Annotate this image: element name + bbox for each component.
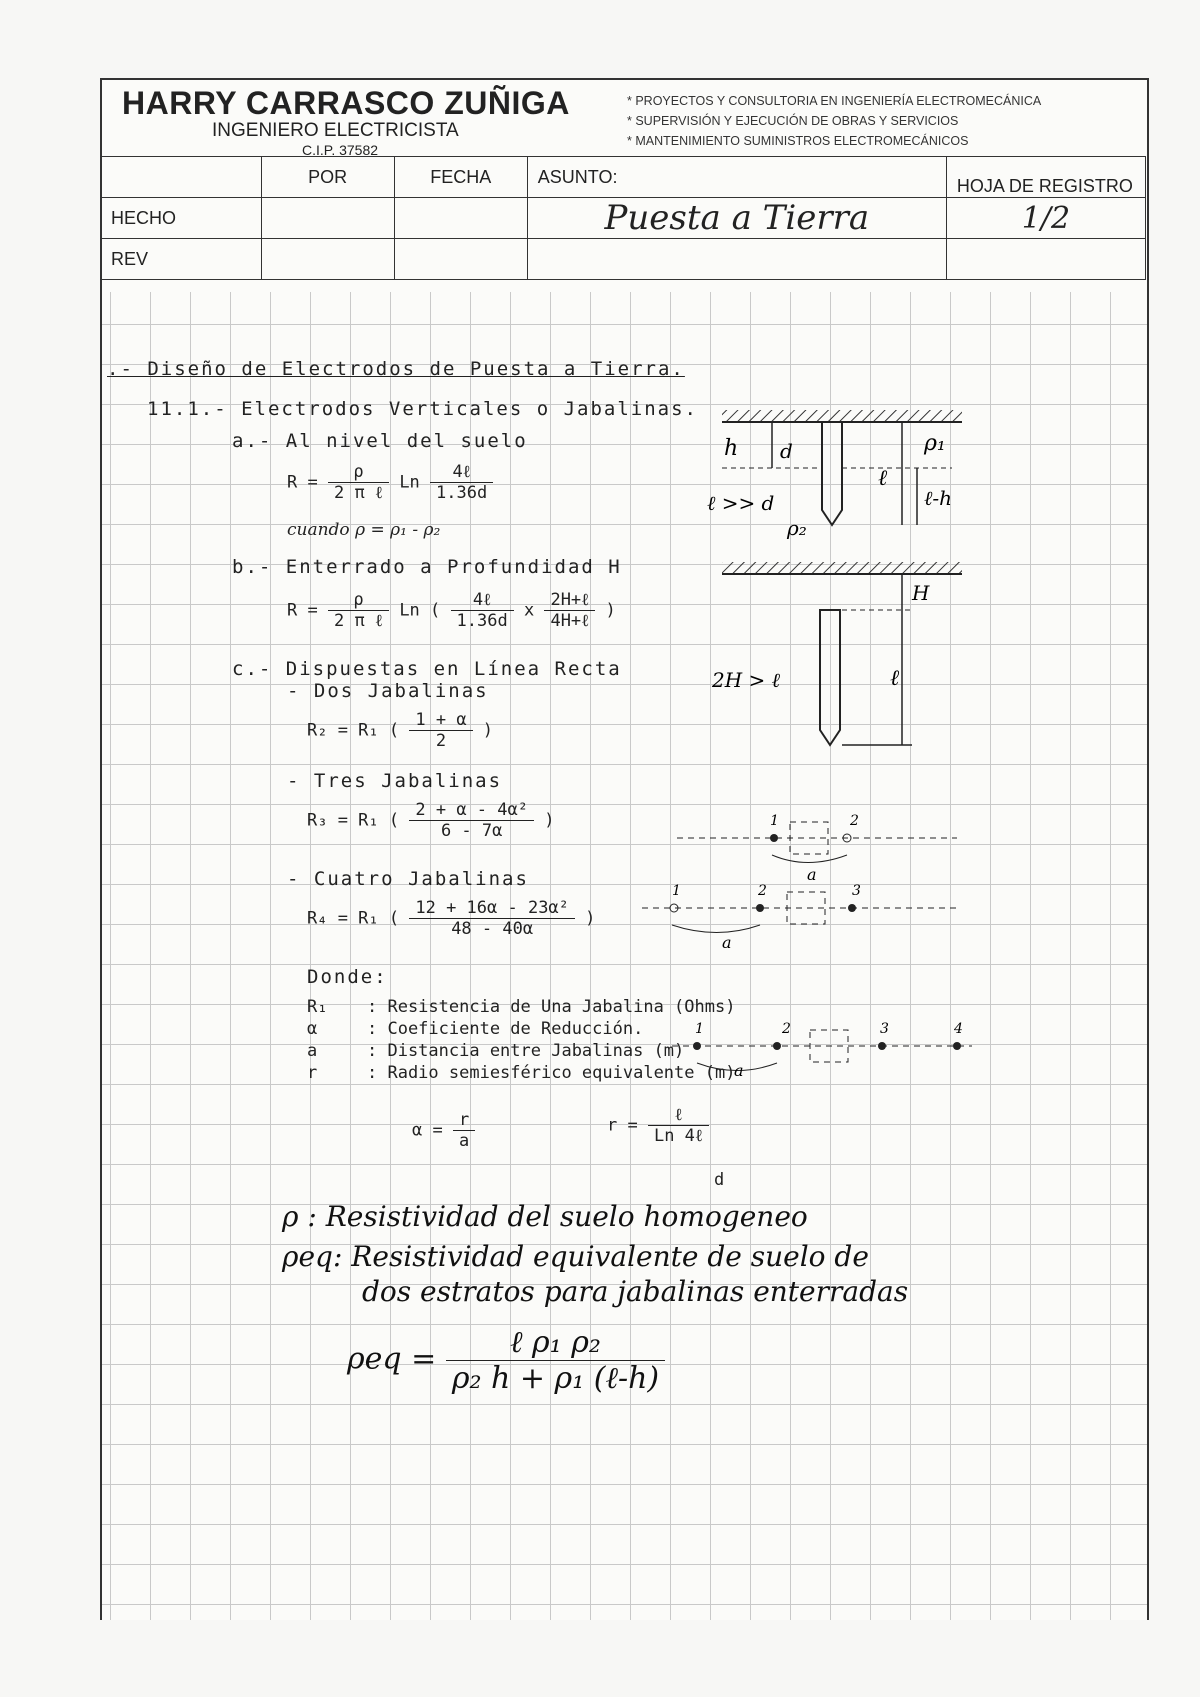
surface-electrode-diagram	[707, 410, 962, 540]
register-table	[100, 156, 1146, 280]
rhoeq-definition-1: ρeq: Resistividad equivalente de suelo de	[282, 1240, 869, 1273]
service-line-2: * SUPERVISIÓN Y EJECUCIÓN DE OBRAS Y SERVICIOS	[627, 114, 959, 128]
formula-r-subden: d	[714, 1170, 725, 1190]
two-rod-layout	[677, 813, 957, 884]
col-por: POR	[261, 157, 394, 198]
case-b-title: b.- Enterrado a Profundidad H	[232, 556, 622, 578]
definition-item: a : Distancia entre Jabalinas (m)	[307, 1041, 685, 1061]
hoja-value: 1/2	[946, 198, 1145, 239]
label-rho2: ρ₂	[787, 516, 807, 540]
definition-item: r : Radio semiesférico equivalente (m)	[307, 1063, 736, 1083]
ground-hatch	[722, 410, 962, 422]
formula-cuatro: R₄ = R₁ ( $\frac{\text{12 + 16α - 23α²}}{48 - 40\alpha}$ )	[307, 898, 596, 939]
rhoeq-definition-2: dos estratos para jabalinas enterradas	[362, 1275, 909, 1308]
svg-text:4: 4	[954, 1021, 963, 1037]
formula-dos: R₂ = R₁ ( $\frac{1 + \alpha}{2}$ )	[307, 710, 494, 751]
row-rev: REV	[101, 239, 262, 280]
rho-definition: ρ : Resistividad del suelo homogeneo	[282, 1200, 808, 1233]
engineer-name: HARRY CARRASCO ZUÑIGA	[122, 85, 570, 121]
svg-text:a: a	[734, 1061, 744, 1080]
formula-alpha: α = $\frac{r}{a}$	[412, 1110, 475, 1151]
svg-text:3: 3	[880, 1021, 889, 1037]
dos-jabalinas-title: - Dos Jabalinas	[287, 680, 489, 702]
buried-electrode-diagram	[711, 562, 962, 745]
label-l: ℓ	[878, 466, 888, 491]
svg-text:3: 3	[852, 883, 861, 899]
formula-b: R = $\frac{\rho}{\text{2 π ℓ}}$ Ln ( $\frac{\text{4ℓ}}{1.36d}$ x $\frac{\text{2H+ℓ}}{\text{4H+ℓ}}$ )	[287, 590, 616, 631]
col-asunto: ASUNTO:	[527, 157, 946, 198]
three-rod-layout	[642, 883, 957, 952]
row-hecho: HECHO	[101, 198, 262, 239]
col-hoja: HOJA DE REGISTRO	[946, 157, 1145, 198]
electrode-diagrams	[672, 400, 1142, 1080]
definition-item: α : Coeficiente de Reducción.	[307, 1019, 644, 1039]
svg-text:2: 2	[850, 813, 859, 829]
rhoeq-formula: ρeq = $\frac{\text{ℓ ρ₁ ρ₂}}{\text{ρ₂ h + ρ₁ (ℓ-h)}}$	[347, 1325, 665, 1396]
svg-text:2: 2	[758, 883, 767, 899]
tres-jabalinas-title: - Tres Jabalinas	[287, 770, 503, 792]
col-fecha: FECHA	[394, 157, 527, 198]
label-d: d	[780, 439, 793, 463]
label-l2: ℓ	[890, 666, 900, 691]
formula-a: R = $\frac{\rho}{\text{2 π ℓ}}$ Ln $\frac{\text{4ℓ}}{1.36d}$	[287, 462, 493, 503]
label-rho1: ρ₁	[924, 431, 946, 456]
formula-a-condition: cuando ρ = ρ₁ - ρ₂	[287, 520, 441, 540]
service-line-1: * PROYECTOS Y CONSULTORIA EN INGENIERÍA ELECTROMECÁNICA	[627, 94, 1042, 108]
label-l-minus-h: ℓ-h	[924, 486, 952, 510]
electrode-rod	[820, 610, 840, 745]
label-2H-gt-l: 2H > ℓ	[712, 668, 780, 692]
donde-label: Donde:	[307, 966, 388, 988]
case-c-title: c.- Dispuestas en Línea Recta	[232, 658, 622, 680]
definitions-list	[307, 996, 735, 1084]
label-H: H	[912, 581, 930, 605]
cip-number: C.I.P. 37582	[302, 142, 379, 158]
formula-r: r = $\frac{\text{ℓ}}{\text{Ln 4ℓ}}$	[607, 1105, 709, 1146]
label-h: h	[724, 436, 739, 461]
asunto-value: Puesta a Tierra	[527, 198, 946, 239]
cuatro-jabalinas-title: - Cuatro Jabalinas	[287, 868, 529, 890]
label-l-gt-d: ℓ >> d	[707, 491, 775, 515]
svg-text:1: 1	[770, 813, 779, 829]
registration-sheet	[100, 78, 1149, 1620]
svg-text:2: 2	[782, 1021, 791, 1037]
formula-tres: R₃ = R₁ ( $\frac{\text{2 + α - 4α²}}{6 - 7\alpha}$ )	[307, 800, 555, 841]
electrode-rod	[822, 422, 842, 525]
ground-hatch	[722, 562, 962, 574]
svg-text:1: 1	[672, 883, 681, 899]
letterhead	[102, 80, 1147, 292]
svg-text:a: a	[722, 933, 732, 952]
section-title: .- Diseño de Electrodos de Puesta a Tierra.	[107, 358, 685, 380]
definition-item: R₁ : Resistencia de Una Jabalina (Ohms)	[307, 997, 736, 1017]
four-rod-layout	[672, 1021, 972, 1080]
svg-text:1: 1	[695, 1021, 704, 1037]
subsection-title: 11.1.- Electrodos Verticales o Jabalinas.	[147, 398, 698, 420]
svg-text:a: a	[807, 865, 817, 884]
engineer-title: INGENIERO ELECTRICISTA	[212, 120, 459, 141]
case-a-title: a.- Al nivel del suelo	[232, 430, 528, 452]
service-line-3: * MANTENIMIENTO SUMINISTROS ELECTROMECÁNICOS	[627, 134, 969, 148]
